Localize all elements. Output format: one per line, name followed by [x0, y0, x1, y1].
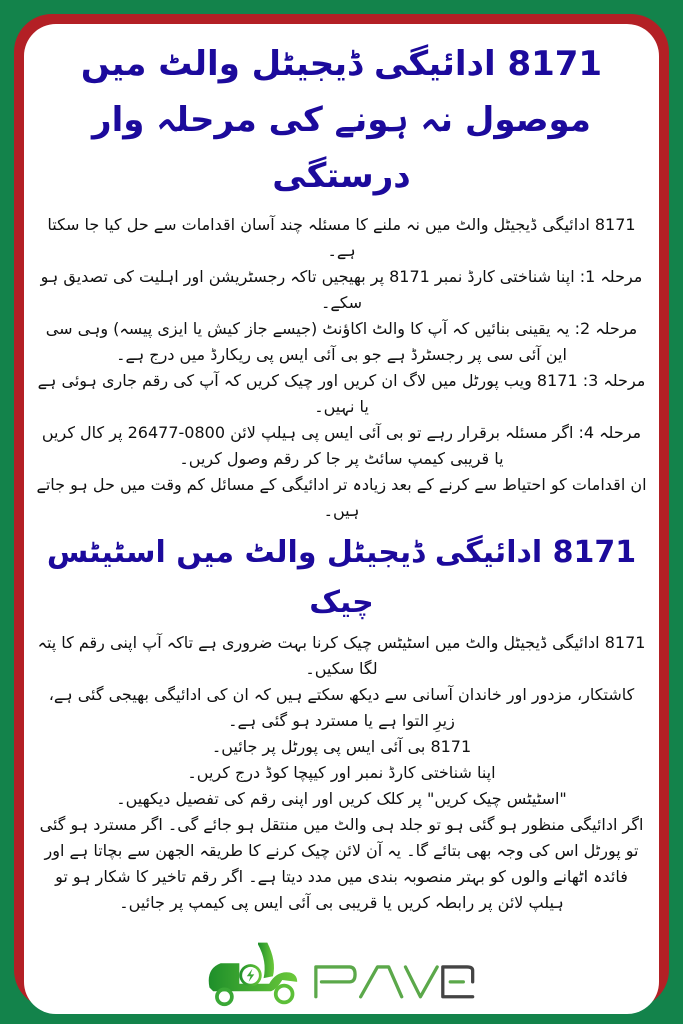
section2-body	[36, 630, 647, 916]
paragraph: اگر ادائیگی منظور ہو گئی ہو تو جلد ہی والٹ میں منتقل ہو جائے گی۔ اگر مسترد ہو گئی تو پورٹل اس کی وجہ بھی بتائے گا۔ یہ آن لائن چیک کرنے کا طریقہ الجھن سے بچاتا ہے اور فائدہ اٹھانے والوں کو بہتر منصوبہ بندی میں مدد دیتا ہے۔ اگر رقم تاخیر کا شکار ہو تو ہیلپ لائن پر رابطہ کریں یا قریبی بی آئی ایس پی کیمپ پر جائیں۔	[39, 815, 644, 912]
step: 8171 بی آئی ایس پی پورٹل پر جائیں۔	[211, 737, 472, 756]
pave-wordmark	[315, 967, 472, 997]
paragraph: ان اقدامات کو احتیاط سے کرنے کے بعد زیادہ تر ادائیگی کے مسائل کم وقت میں حل ہو جاتے ہیں۔	[36, 475, 647, 520]
page-title: 8171 ادائیگی ڈیجیٹل والٹ میں موصول نہ ہونے کی مرحلہ وار درستگی	[80, 44, 603, 196]
step-2: مرحلہ 2: یہ یقینی بنائیں کہ آپ کا والٹ اکاؤنٹ (جیسے جاز کیش یا ایزی پیسہ) وہی سی این آئی سی پر رجسٹرڈ ہے جو بی آئی ایس پی ریکارڈ میں درج ہے۔	[45, 319, 638, 364]
paragraph: 8171 ادائیگی ڈیجیٹل والٹ میں نہ ملنے کا مسئلہ چند آسان اقدامات سے حل کیا جا سکتا ہے۔	[47, 215, 636, 260]
pave-logo	[192, 924, 492, 1008]
step-4: مرحلہ 4: اگر مسئلہ برقرار رہے تو بی آئی ایس پی ہیلپ لائن 0800-26477 پر کال کریں یا قریبی کیمپ سائٹ پر جا کر رقم وصول کریں۔	[41, 423, 642, 468]
electric-scooter-icon	[208, 943, 296, 1005]
content-card	[24, 24, 659, 1014]
step-1: مرحلہ 1: اپنا شناختی کارڈ نمبر 8171 پر بھیجیں تاکہ رجسٹریشن اور اہلیت کی تصدیق ہو سکے۔	[40, 267, 643, 312]
logo-area	[24, 916, 659, 1008]
step-3: مرحلہ 3: 8171 ویب پورٹل میں لاگ ان کریں اور چیک کریں کہ آپ کی رقم جاری ہوئی ہے یا نہیں۔	[37, 371, 646, 416]
paragraph: کاشتکار، مزدور اور خاندان آسانی سے دیکھ سکتے ہیں کہ ان کی ادائیگی بھیجی گئی ہے، زیرِ التوا ہے یا مسترد ہو گئی ہے۔	[48, 685, 635, 730]
step: اپنا شناختی کارڈ نمبر اور کیپچا کوڈ درج کریں۔	[187, 763, 496, 782]
section2-heading: 8171 ادائیگی ڈیجیٹل والٹ میں اسٹیٹس چیک	[46, 535, 637, 620]
step: "اسٹیٹس چیک کریں" پر کلک کریں اور اپنی رقم کی تفصیل دیکھیں۔	[116, 789, 567, 808]
section1-body	[36, 212, 647, 524]
paragraph: 8171 ادائیگی ڈیجیٹل والٹ میں اسٹیٹس چیک کرنا بہت ضروری ہے تاکہ آپ اپنی رقم کا پتہ لگا سکیں۔	[37, 633, 646, 678]
